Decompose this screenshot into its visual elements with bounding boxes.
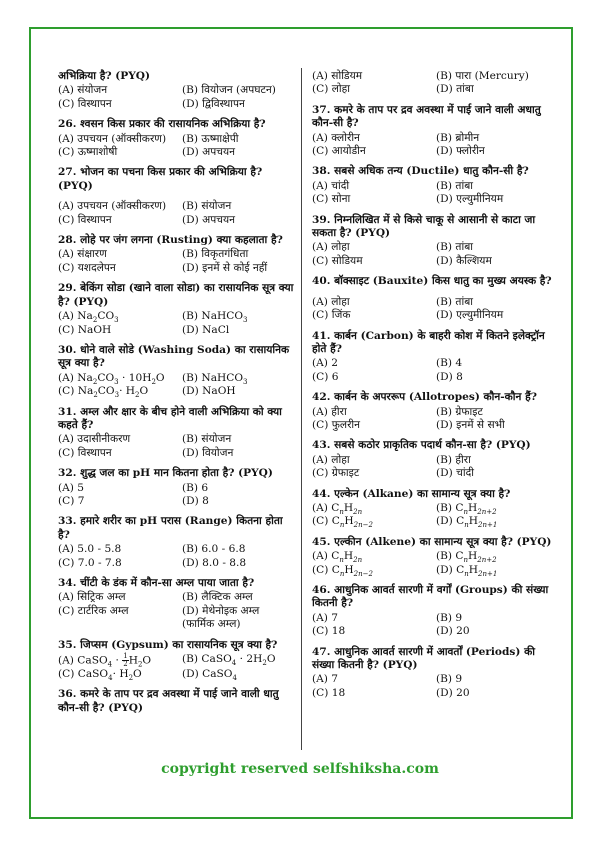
option-b: (B) $C_nH_{2n+2}$ [436,501,497,517]
question-47 [312,646,552,701]
question-text: 26. श्वसन किस प्रकार की रासायनिक अभिक्रिया है? [58,118,266,131]
option-a: (A) सिट्रिक अम्ल [58,591,126,604]
option-a: (A) $Na_2CO_3$ [58,310,119,325]
option-d: (D) NaOH [182,385,236,398]
option-b: (B) NaHCO$_3$ [182,371,248,386]
option-c: (C) विस्थापन [58,97,112,110]
fraction: $\frac{1}{2}$ [123,652,128,669]
question-text: 39. निम्नलिखित में से किसे चाकू से आसानी से काटा जा सकता है? (PYQ) [312,213,536,240]
question-35 [58,639,294,682]
question-45 [312,536,552,577]
option-d: (D) $C_nH_{2n+1}$ [436,563,498,578]
option-a: (A) 7 [312,611,339,624]
option-c: (C) फुलरीन [312,418,361,431]
option-b: (B) NaHCO$_3$ [182,310,248,325]
option-c: (C) टार्टरिक अम्ल [58,604,129,617]
question-28 [58,234,294,275]
option-c: (C) यशदलेपन [58,261,116,274]
option-d: (D) 20 [436,686,470,699]
question-36-options [312,70,552,97]
option-a: (A) लोहा [312,295,350,308]
option-d: (D) एल्युमीनियम [436,309,504,322]
option-a: (A) 2 [312,357,339,370]
option-a: (A) 7 [312,673,339,686]
question-36 [58,688,294,715]
question-34 [58,577,294,632]
option-a: (A) उपचयन (ऑक्सीकरण) [58,132,167,145]
question-32 [58,467,294,508]
option-c: (C) विस्थापन [58,213,112,226]
option-b: (B) संयोजन [182,433,232,446]
column-divider [301,68,302,750]
question-text: 42. कार्बन के अपररूप (Allotropes) कौन-कौन हैं? [312,391,537,404]
option-a: (A) $Na_2CO_3 \cdot 10H_2O$ [58,371,165,386]
option-b: (B) 9 [436,611,463,624]
option-d: (D) तांबा [436,83,474,96]
question-25-continued [58,70,294,111]
question-46 [312,584,552,639]
question-38 [312,165,552,206]
left-column [58,70,294,722]
option-c: (C) लोहा [312,83,351,96]
question-29 [58,282,294,337]
option-d: (D) अपचयन [182,213,235,226]
question-text: 41. कार्बन (Carbon) के बाहरी कोश में कितने इलेक्ट्रॉन होते हैं? [312,329,545,355]
question-39 [312,214,552,269]
option-a: (A) लोहा [312,241,350,254]
option-c: (C) 7 [58,494,85,507]
copyright-footer: copyright reserved selfshiksha.com [161,761,439,777]
question-44 [312,488,552,529]
option-c: (C) सोना [312,193,351,206]
option-c: (C) विस्थापन [58,446,112,459]
option-b: (B) विकृतगंधिता [182,248,249,261]
question-text: 37. कमरे के ताप पर द्रव अवस्था में पाई जाने वाली अधातु कौन-सी है? [312,103,541,130]
option-b: (B) लैक्टिक अम्ल [182,591,253,604]
question-text: 28. लोहे पर जंग लगना (Rusting) क्या कहलाता है? [58,234,283,247]
option-d: (D) फ्लोरीन [436,145,485,158]
question-27 [58,166,294,227]
option-b: (B) तांबा [436,241,473,254]
question-text: 34. चींटी के डंक में कौन-सा अम्ल पाया जाता है? [58,577,255,589]
option-b: (B) ग्रेफाइट [436,405,483,418]
question-text: 45. एल्कीन (Alkene) का सामान्य सूत्र क्या है? (PYQ) [312,535,552,548]
question-text: 32. शुद्ध जल का pH मान कितना होता है? (PYQ) [58,467,273,480]
question-31 [58,406,294,461]
question-text: 30. धोने वाले सोडे (Washing Soda) का रासायनिक सूत्र क्या है? [58,343,290,370]
option-d: (D) 8.0 - 8.8 [182,556,247,569]
option-c: (C) जिंक [312,309,351,322]
option-b: (B) $C_nH_{2n+2}$ [436,550,497,565]
option-a: (A) $C_nH_{2n}$ [312,550,363,565]
option-c: (C) 18 [312,686,346,699]
option-d: (D) 8 [436,370,463,383]
question-40 [312,275,552,322]
right-column [312,70,552,707]
option-d: (D) CaSO$_4$ [182,668,237,683]
option-a: (A) 5.0 - 5.8 [58,543,122,556]
question-26 [58,118,294,159]
option-d: (D) 20 [436,625,470,638]
question-33 [58,515,294,570]
option-a: (A) लोहा [312,453,350,466]
option-a: (A) $C_nH_{2n}$ [312,501,363,517]
option-a: (A) उदासीनीकरण [58,433,131,446]
option-a: (A) क्लोरीन [312,131,360,144]
option-b: (B) 6.0 - 6.8 [182,543,246,556]
option-a: (A) हीरा [312,405,347,418]
option-d: (D) वियोजन [182,446,234,459]
option-b: (B) CaSO$_4$ · $2H_2O$ [182,653,276,668]
question-text: 31. अम्ल और क्षार के बीच होने वाली अभिक्रिया को क्या कहते हैं? [58,405,282,431]
option-d: (D) अपचयन [182,146,235,159]
option-d: (D) NaCl [182,323,230,336]
question-text: 43. सबसे कठोर प्राकृतिक पदार्थ कौन-सा है? (PYQ) [312,439,531,452]
question-text: 46. आधुनिक आवर्त सारणी में वर्गों (Groups) की संख्या कितनी है? [312,584,549,610]
option-a: (A) 5 [58,481,85,494]
option-c: (C) 7.0 - 7.8 [58,556,122,569]
option-c: (C) $Na_2CO_3\cdot H_2O$ [58,385,149,400]
option-b: (B) हीरा [436,453,471,466]
question-37 [312,104,552,159]
question-text: 47. आधुनिक आवर्त सारणी में आवर्तों (Periods) की संख्या कितनी है? (PYQ) [312,645,535,672]
option-d: (D) कैल्शियम [436,254,492,267]
question-text: अभिक्रिया है? (PYQ) [58,70,151,82]
option-c: (C) $C_nH_{2n-2}$ [312,515,373,530]
question-text: 38. सबसे अधिक तन्य (Ductile) धातु कौन-सी है? [312,165,529,178]
option-d: (D) $C_nH_{2n+1}$ [436,515,498,530]
option-c: (C) आयोडीन [312,145,366,158]
option-b: (B) तांबा [436,295,473,308]
option-d: (D) चांदी [436,467,474,480]
option-c: (C) ग्रेफाइट [312,467,360,480]
question-text: 27. भोजन का पचना किस प्रकार की अभिक्रिया है? (PYQ) [58,166,263,192]
option-b: (B) ब्रोमीन [436,131,480,144]
option-b: (B) पारा (Mercury) [436,70,529,82]
option-c: (C) 6 [312,370,339,383]
question-text: 29. बेकिंग सोडा (खाने वाला सोडा) का रासायनिक सूत्र क्या है? (PYQ) [58,282,294,308]
option-a: (A) सोडियम [312,70,363,82]
question-42 [312,391,552,432]
question-30 [58,344,294,399]
option-a: (A) संयोजन [58,84,108,97]
option-c: (C) NaOH [58,323,112,336]
question-text: 40. बॉक्साइट (Bauxite) किस धातु का मुख्य अयस्क है? [312,275,552,288]
option-b: (B) वियोजन (अपघटन) [182,84,276,97]
option-b: (B) ऊष्माक्षेपी [182,132,239,145]
option-c: (C) 18 [312,625,346,638]
option-b: (B) 6 [182,481,209,494]
option-c: (C) ऊष्माशोषी [58,146,118,159]
option-c: (C) $C_nH_{2n-2}$ [312,563,373,578]
option-a: (A) CaSO$_4$ · $\frac{1}{2}$ $H_2O$ [58,652,152,669]
question-text: 36. कमरे के ताप पर द्रव अवस्था में पाई जाने वाली धातु कौन-सी है? (PYQ) [58,688,279,714]
option-a: (A) संक्षारण [58,248,107,261]
option-b: (B) 4 [436,357,463,370]
option-a: (A) चांदी [312,179,350,192]
option-d: (D) 8 [182,494,209,507]
option-b: (B) संयोजन [182,200,232,213]
option-d: (D) द्विविस्थापन [182,97,245,110]
option-b: (B) 9 [436,673,463,686]
question-text: 35. जिप्सम (Gypsum) का रासायनिक सूत्र क्या है? [58,638,278,651]
option-a: (A) उपचयन (ऑक्सीकरण) [58,200,167,213]
option-d: (D) मेथेनोइक अम्ल (फार्मिक अम्ल) [182,604,260,631]
question-41 [312,330,552,385]
question-text: 33. हमारे शरीर का pH परास (Range) कितना होता है? [58,515,283,541]
option-c: (C) CaSO$_4$· $H_2O$ [58,668,142,683]
option-c: (C) सोडियम [312,254,363,267]
option-d: (D) एल्युमीनियम [436,193,504,206]
option-d: (D) इनमें से सभी [436,418,505,431]
option-d: (D) इनमें से कोई नहीं [182,261,268,274]
option-b: (B) तांबा [436,179,473,192]
question-43 [312,439,552,480]
question-text: 44. एल्केन (Alkane) का सामान्य सूत्र क्या है? [312,487,511,500]
